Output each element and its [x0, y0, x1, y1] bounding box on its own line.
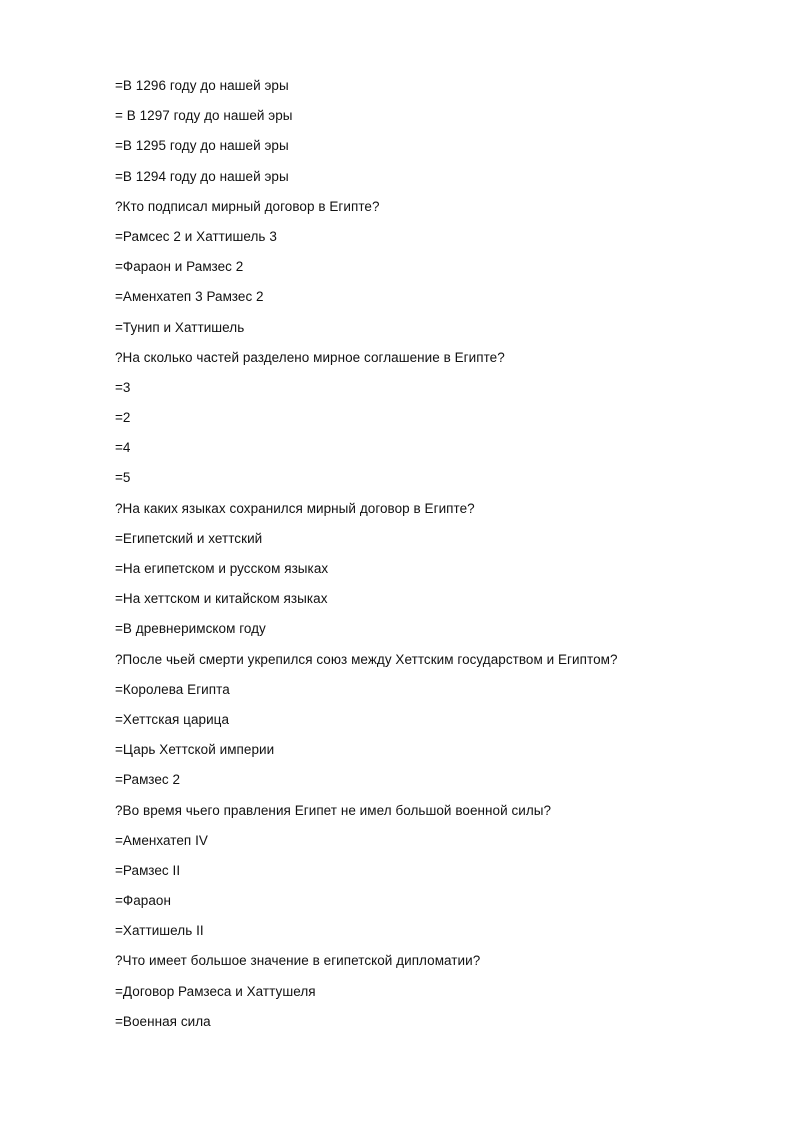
answer-line: =В древнеримском году [115, 621, 266, 637]
question-line: ?Кто подписал мирный договор в Египте? [115, 198, 380, 214]
question-line: ?Во время чьего правления Египет не имел большой военной силы? [115, 802, 552, 818]
answer-line: =4 [115, 440, 131, 456]
answer-line: =Военная сила [115, 1013, 211, 1029]
answer-line: =Фараон [115, 893, 171, 909]
answer-line: =Договор Рамзеса и Хаттушеля [115, 983, 316, 999]
answer-line: =2 [115, 410, 131, 426]
answer-line: =Рамзес 2 [115, 772, 181, 788]
answer-line: =В 1295 году до нашей эры [115, 138, 289, 154]
answer-line: =5 [115, 470, 131, 486]
question-line: ?На сколько частей разделено мирное соглашение в Египте? [115, 349, 505, 365]
answer-line: =Фараон и Рамзес 2 [115, 259, 244, 275]
answer-line: =3 [115, 379, 131, 395]
answer-line: =Аменхатеп IV [115, 832, 208, 848]
question-line: ?После чьей смерти укрепился союз между Хеттским государством и Египтом? [115, 651, 618, 667]
answer-line: =Рамсес 2 и Хаттишель 3 [115, 228, 277, 244]
question-line: ?Что имеет большое значение в египетской дипломатии? [115, 953, 481, 969]
answer-line: =В 1296 году до нашей эры [115, 78, 289, 93]
answer-line: =Королева Египта [115, 681, 230, 697]
answer-line: =Хеттская царица [115, 711, 230, 727]
answer-line: =Тунип и Хаттишель [115, 319, 245, 335]
question-answer-list [115, 76, 765, 1042]
question-line: ?На каких языках сохранился мирный договор в Египте? [115, 500, 475, 516]
answer-line: =Рамзес II [115, 862, 181, 878]
answer-line: =Аменхатеп 3 Рамзес 2 [115, 289, 264, 305]
answer-line: =На египетском и русском языках [115, 561, 329, 576]
answer-line: =На хеттском и китайском языках [115, 591, 328, 607]
answer-line: =Хаттишель II [115, 923, 204, 939]
answer-line: =Царь Хеттской империи [115, 742, 275, 758]
answer-line: =В 1294 году до нашей эры [115, 168, 289, 184]
answer-line: =Египетский и хеттский [115, 530, 263, 546]
answer-line: = В 1297 году до нашей эры [115, 108, 293, 124]
